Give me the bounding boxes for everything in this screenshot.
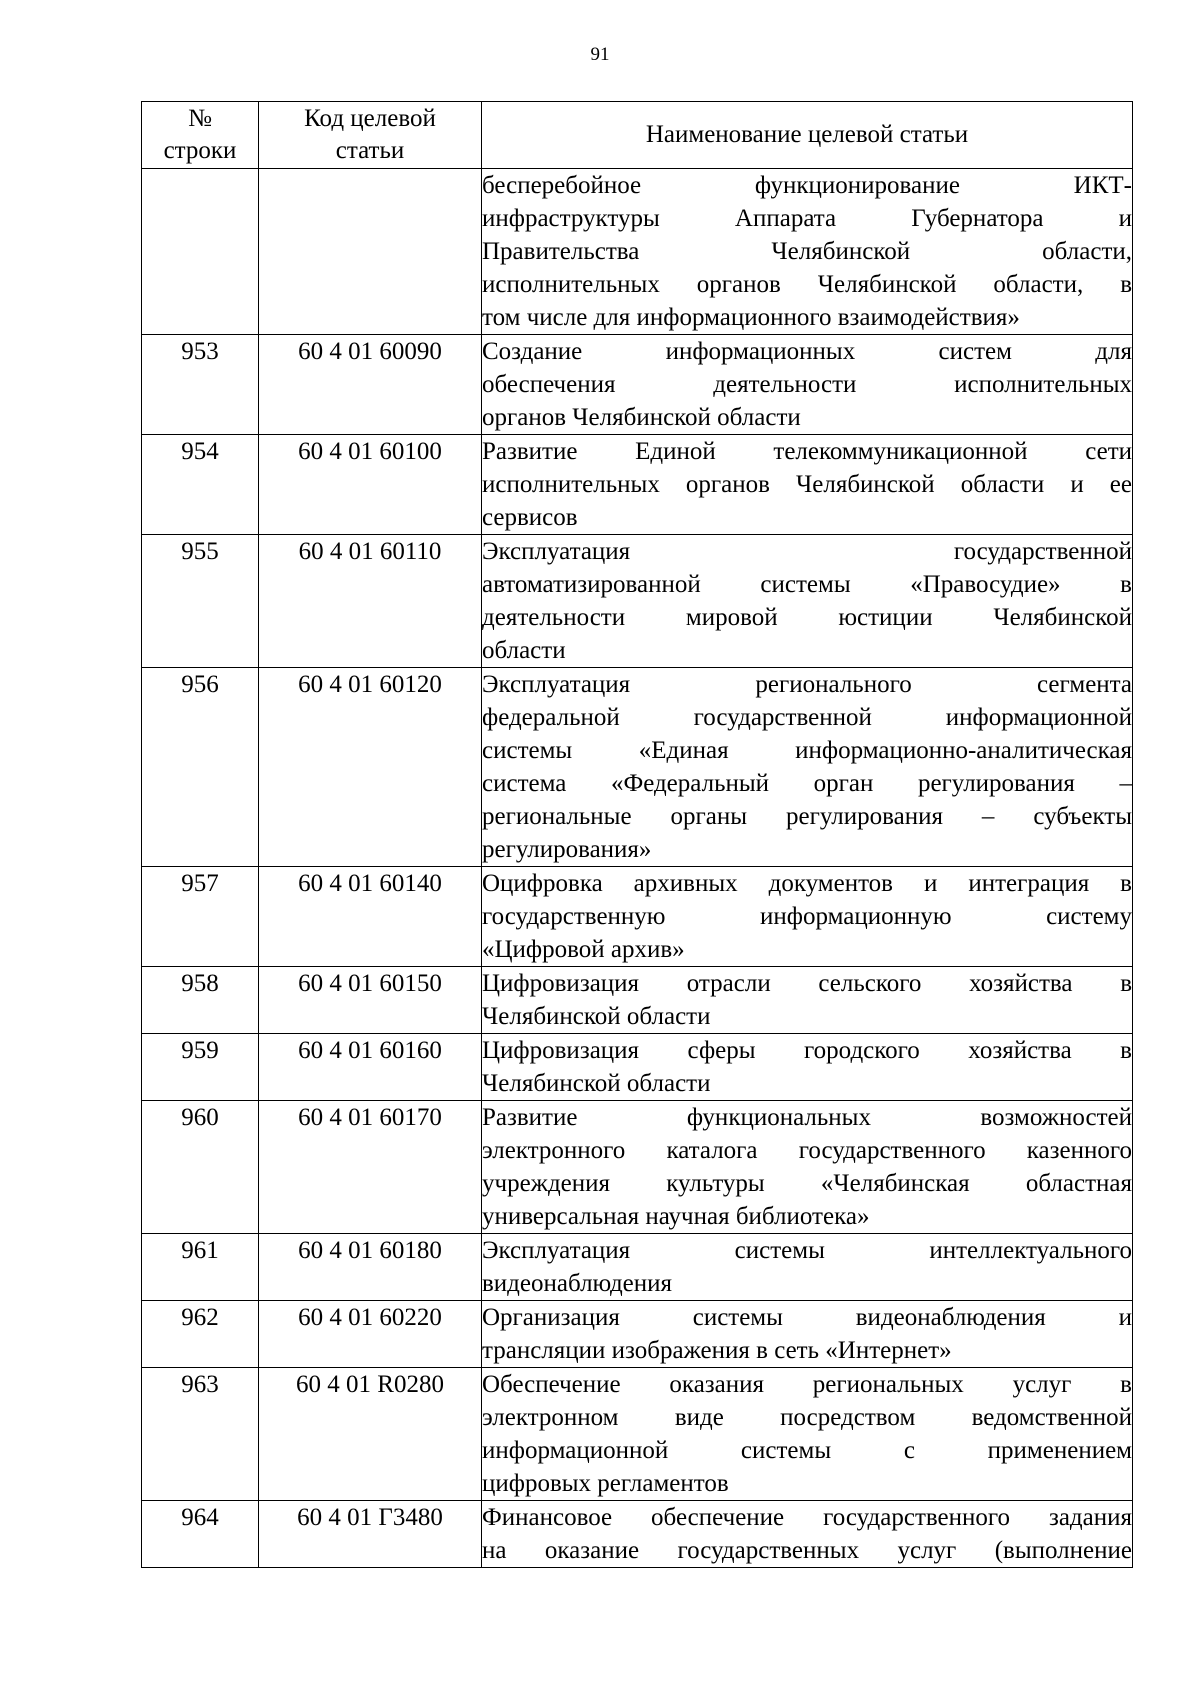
article-name-line: Эксплуатация государственной <box>482 538 1132 565</box>
article-name-line: Создание информационных систем для <box>482 338 1132 365</box>
article-name-line: Правительства Челябинской области, <box>482 238 1132 265</box>
table-row <box>142 1501 1133 1568</box>
article-name-line: Челябинской области <box>482 1003 711 1030</box>
table-row <box>142 1368 1133 1501</box>
header-row-number-line-2: строки <box>163 137 237 164</box>
target-articles-table <box>141 101 1133 1568</box>
article-name-line: информационной системы с применением <box>482 1437 1132 1464</box>
table-row <box>142 867 1133 967</box>
article-name-cell <box>482 1034 1133 1101</box>
table-row <box>142 668 1133 867</box>
article-code-cell: 60 4 01 60220 <box>259 1301 482 1368</box>
row-number-cell: 956 <box>142 668 259 867</box>
article-code-cell: 60 4 01 60090 <box>259 335 482 435</box>
article-name-line: электронном виде посредством ведомственной <box>482 1404 1132 1431</box>
table-row <box>142 535 1133 668</box>
article-name-line: цифровых регламентов <box>482 1470 729 1497</box>
row-number-cell: 955 <box>142 535 259 668</box>
article-name-line: Оцифровка архивных документов и интеграция в <box>482 870 1132 897</box>
article-name-line: видеонаблюдения <box>482 1270 673 1297</box>
article-code-cell: 60 4 01 60100 <box>259 435 482 535</box>
row-number-cell: 963 <box>142 1368 259 1501</box>
article-name-cell <box>482 1301 1133 1368</box>
article-name-cell <box>482 1368 1133 1501</box>
article-name-line: Эксплуатация системы интеллектуального <box>482 1237 1132 1264</box>
article-code-cell: 60 4 01 R0280 <box>259 1368 482 1501</box>
article-name-line: Цифровизация сферы городского хозяйства в <box>482 1037 1132 1064</box>
article-name-line: Финансовое обеспечение государственного задания <box>482 1504 1132 1531</box>
article-name-line: система «Федеральный орган регулирования – <box>482 770 1132 797</box>
header-row-number-line-1: № <box>188 105 212 132</box>
row-number-cell: 964 <box>142 1501 259 1568</box>
row-number-cell: 957 <box>142 867 259 967</box>
article-name-cell <box>482 335 1133 435</box>
table-row <box>142 169 1133 335</box>
article-name-line: бесперебойное функционирование ИКТ- <box>482 172 1132 199</box>
article-name-line: Эксплуатация регионального сегмента <box>482 671 1132 698</box>
article-name-line: исполнительных органов Челябинской области и ее <box>482 471 1132 498</box>
table-header <box>142 102 1133 169</box>
article-code-cell: 60 4 01 60140 <box>259 867 482 967</box>
table-row <box>142 1301 1133 1368</box>
table-row <box>142 1034 1133 1101</box>
article-name-line: деятельности мировой юстиции Челябинской <box>482 604 1132 631</box>
article-name-line: обеспечения деятельности исполнительных <box>482 371 1132 398</box>
article-name-cell <box>482 169 1133 335</box>
article-name-line: регулирования» <box>482 836 652 863</box>
article-code-cell: 60 4 01 60110 <box>259 535 482 668</box>
article-name-line: федеральной государственной информационной <box>482 704 1132 731</box>
article-name-cell <box>482 867 1133 967</box>
article-name-line: Развитие функциональных возможностей <box>482 1104 1132 1131</box>
article-name-line: региональные органы регулирования – субъекты <box>482 803 1132 830</box>
row-number-cell: 959 <box>142 1034 259 1101</box>
article-name-line: трансляции изображения в сеть «Интернет» <box>482 1337 952 1364</box>
article-name-line: универсальная научная библиотека» <box>482 1203 870 1230</box>
article-name-line: системы «Единая информационно-аналитическая <box>482 737 1132 764</box>
header-article-name: Наименование целевой статьи <box>482 102 1133 169</box>
page-number: 91 <box>590 44 610 65</box>
row-number-cell: 953 <box>142 335 259 435</box>
row-number-cell: 958 <box>142 967 259 1034</box>
article-name-line: электронного каталога государственного казенного <box>482 1137 1132 1164</box>
article-name-line: государственную информационную систему <box>482 903 1132 930</box>
article-code-cell: 60 4 01 Г3480 <box>259 1501 482 1568</box>
article-code-cell: 60 4 01 60170 <box>259 1101 482 1234</box>
article-name-line: автоматизированной системы «Правосудие» в <box>482 571 1132 598</box>
article-name-line: на оказание государственных услуг (выполнение <box>482 1537 1132 1564</box>
article-name-cell <box>482 1101 1133 1234</box>
header-article-code <box>259 102 482 169</box>
header-article-code-line-2: статьи <box>335 137 405 164</box>
header-article-code-line-1: Код целевой <box>304 105 436 132</box>
article-name-line: Челябинской области <box>482 1070 711 1097</box>
header-row <box>142 102 1133 169</box>
row-number-cell <box>142 169 259 335</box>
article-name-line: учреждения культуры «Челябинская областная <box>482 1170 1132 1197</box>
row-number-cell: 960 <box>142 1101 259 1234</box>
article-name-line: Развитие Единой телекоммуникационной сети <box>482 438 1132 465</box>
article-name-line: «Цифровой архив» <box>482 936 685 963</box>
article-name-cell <box>482 1501 1133 1568</box>
article-name-line: области <box>482 637 566 664</box>
article-code-cell: 60 4 01 60120 <box>259 668 482 867</box>
article-name-cell <box>482 1234 1133 1301</box>
article-name-line: инфраструктуры Аппарата Губернатора и <box>482 205 1132 232</box>
table-row <box>142 967 1133 1034</box>
article-name-line: органов Челябинской области <box>482 404 801 431</box>
article-code-cell: 60 4 01 60150 <box>259 967 482 1034</box>
table-body <box>142 169 1133 1568</box>
table-row <box>142 1234 1133 1301</box>
article-name-line: Организация системы видеонаблюдения и <box>482 1304 1132 1331</box>
article-name-line: исполнительных органов Челябинской области, в <box>482 271 1132 298</box>
article-name-line: сервисов <box>482 504 578 531</box>
article-name-cell <box>482 668 1133 867</box>
row-number-cell: 954 <box>142 435 259 535</box>
table-row <box>142 435 1133 535</box>
article-name-cell <box>482 967 1133 1034</box>
article-code-cell: 60 4 01 60180 <box>259 1234 482 1301</box>
table-row <box>142 1101 1133 1234</box>
article-name-line: том числе для информационного взаимодействия» <box>482 304 1020 331</box>
article-code-cell <box>259 169 482 335</box>
article-name-line: Обеспечение оказания региональных услуг в <box>482 1371 1132 1398</box>
table-row <box>142 335 1133 435</box>
article-name-line: Цифровизация отрасли сельского хозяйства в <box>482 970 1132 997</box>
article-name-cell <box>482 435 1133 535</box>
header-row-number <box>142 102 259 169</box>
article-code-cell: 60 4 01 60160 <box>259 1034 482 1101</box>
article-name-cell <box>482 535 1133 668</box>
row-number-cell: 961 <box>142 1234 259 1301</box>
row-number-cell: 962 <box>142 1301 259 1368</box>
